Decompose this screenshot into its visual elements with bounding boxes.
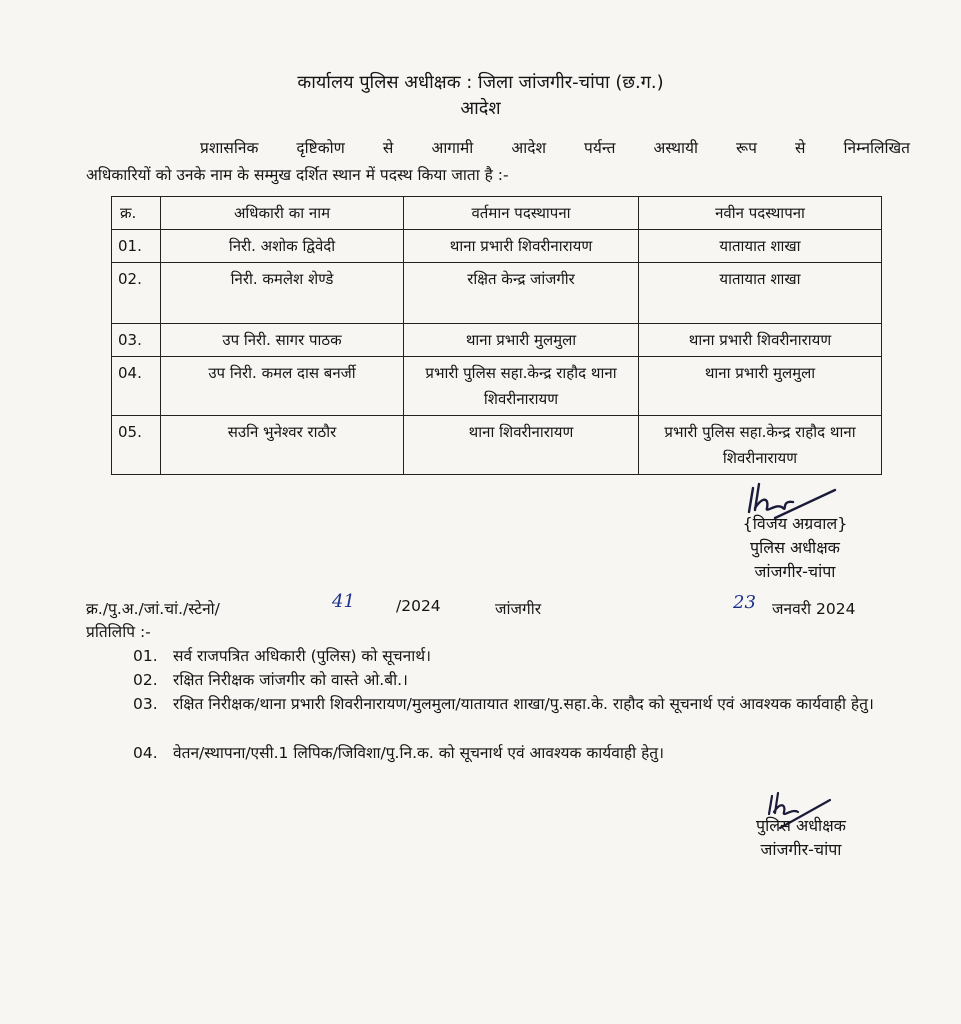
row-serial: 04. bbox=[112, 357, 161, 416]
copy-item-number: 03. bbox=[133, 695, 158, 713]
row-officer-name: निरी. अशोक द्विवेदी bbox=[161, 230, 404, 263]
row-officer-name: निरी. कमलेश शेण्डे bbox=[161, 263, 404, 324]
reference-year: /2024 bbox=[396, 597, 441, 615]
row-serial: 02. bbox=[112, 263, 161, 324]
reference-place: जांजगीर bbox=[495, 600, 542, 618]
copy-item-text: सर्व राजपत्रित अधिकारी (पुलिस) को सूचनार्थ। bbox=[173, 647, 431, 665]
col-header-new-posting: नवीन पदस्थापना bbox=[639, 197, 882, 230]
copy-item-text: रक्षित निरीक्षक जांजगीर को वास्ते ओ.बी.। bbox=[173, 671, 408, 689]
order-title: आदेश bbox=[460, 98, 501, 119]
signatory-name: {विजय अग्रवाल} bbox=[742, 514, 848, 533]
row-officer-name: उप निरी. सागर पाठक bbox=[161, 324, 404, 357]
row-new-posting: यातायात शाखा bbox=[639, 230, 882, 263]
row-serial: 05. bbox=[112, 416, 161, 475]
copy-item-number: 04. bbox=[133, 744, 158, 762]
copy-item-text: रक्षित निरीक्षक/थाना प्रभारी शिवरीनारायण/मुलमुला/यातायात शाखा/पु.सहा.के. राहौद को सूचनार्थ एवं आवश्यक कार्यवाही हेतु। bbox=[173, 695, 874, 713]
reference-number: 41 bbox=[332, 591, 355, 612]
reference-prefix: क्र./पु.अ./जां.चां./स्टेनो/ bbox=[86, 600, 220, 618]
table-row bbox=[112, 263, 882, 324]
office-heading: कार्यालय पुलिस अधीक्षक : जिला जांजगीर-चांपा (छ.ग.) bbox=[297, 72, 664, 93]
row-current-posting: रक्षित केन्द्र जांजगीर bbox=[404, 263, 639, 324]
row-current-posting: प्रभारी पुलिस सहा.केन्द्र राहौद थाना शिवरीनारायण bbox=[404, 357, 639, 416]
table-row bbox=[112, 357, 882, 416]
row-serial: 01. bbox=[112, 230, 161, 263]
copy-item-text: वेतन/स्थापना/एसी.1 लिपिक/जिविशा/पु.नि.क. को सूचनार्थ एवं आवश्यक कार्यवाही हेतु। bbox=[173, 744, 665, 762]
row-officer-name: उप निरी. कमल दास बनर्जी bbox=[161, 357, 404, 416]
signatory-designation-2: पुलिस अधीक्षक bbox=[756, 816, 846, 835]
table-header-row bbox=[112, 197, 882, 230]
row-new-posting: यातायात शाखा bbox=[639, 263, 882, 324]
col-header-officer-name: अधिकारी का नाम bbox=[161, 197, 404, 230]
row-new-posting: थाना प्रभारी शिवरीनारायण bbox=[639, 324, 882, 357]
signatory-location: जांजगीर-चांपा bbox=[754, 562, 836, 581]
signatory-designation: पुलिस अधीक्षक bbox=[750, 538, 840, 557]
copy-item-number: 02. bbox=[133, 671, 158, 689]
row-officer-name: सउनि भुनेश्वर राठौर bbox=[161, 416, 404, 475]
row-current-posting: थाना शिवरीनारायण bbox=[404, 416, 639, 475]
row-new-posting: थाना प्रभारी मुलमुला bbox=[639, 357, 882, 416]
table-row bbox=[112, 324, 882, 357]
copy-heading: प्रतिलिपि :- bbox=[86, 623, 151, 641]
signature-block-1 bbox=[700, 512, 890, 584]
intro-line-2: अधिकारियों को उनके नाम के सम्मुख दर्शित स्थान में पदस्थ किया जाता है :- bbox=[86, 166, 509, 184]
col-header-current-posting: वर्तमान पदस्थापना bbox=[404, 197, 639, 230]
postings-table bbox=[111, 196, 882, 475]
signatory-location-2: जांजगीर-चांपा bbox=[760, 840, 842, 859]
row-current-posting: थाना प्रभारी शिवरीनारायण bbox=[404, 230, 639, 263]
table-row bbox=[112, 230, 882, 263]
intro-paragraph bbox=[86, 135, 910, 189]
col-header-serial: क्र. bbox=[112, 197, 161, 230]
copy-item-number: 01. bbox=[133, 647, 158, 665]
row-new-posting: प्रभारी पुलिस सहा.केन्द्र राहौद थाना शिवरीनारायण bbox=[639, 416, 882, 475]
reference-day: 23 bbox=[733, 592, 756, 613]
intro-line-1: प्रशासनिक दृष्टिकोण से आगामी आदेश पर्यन्त अस्थायी रूप से निम्नलिखित bbox=[200, 139, 910, 157]
row-serial: 03. bbox=[112, 324, 161, 357]
reference-month-year: जनवरी 2024 bbox=[772, 600, 856, 618]
row-current-posting: थाना प्रभारी मुलमुला bbox=[404, 324, 639, 357]
signature-block-2 bbox=[706, 814, 896, 862]
table-row bbox=[112, 416, 882, 475]
